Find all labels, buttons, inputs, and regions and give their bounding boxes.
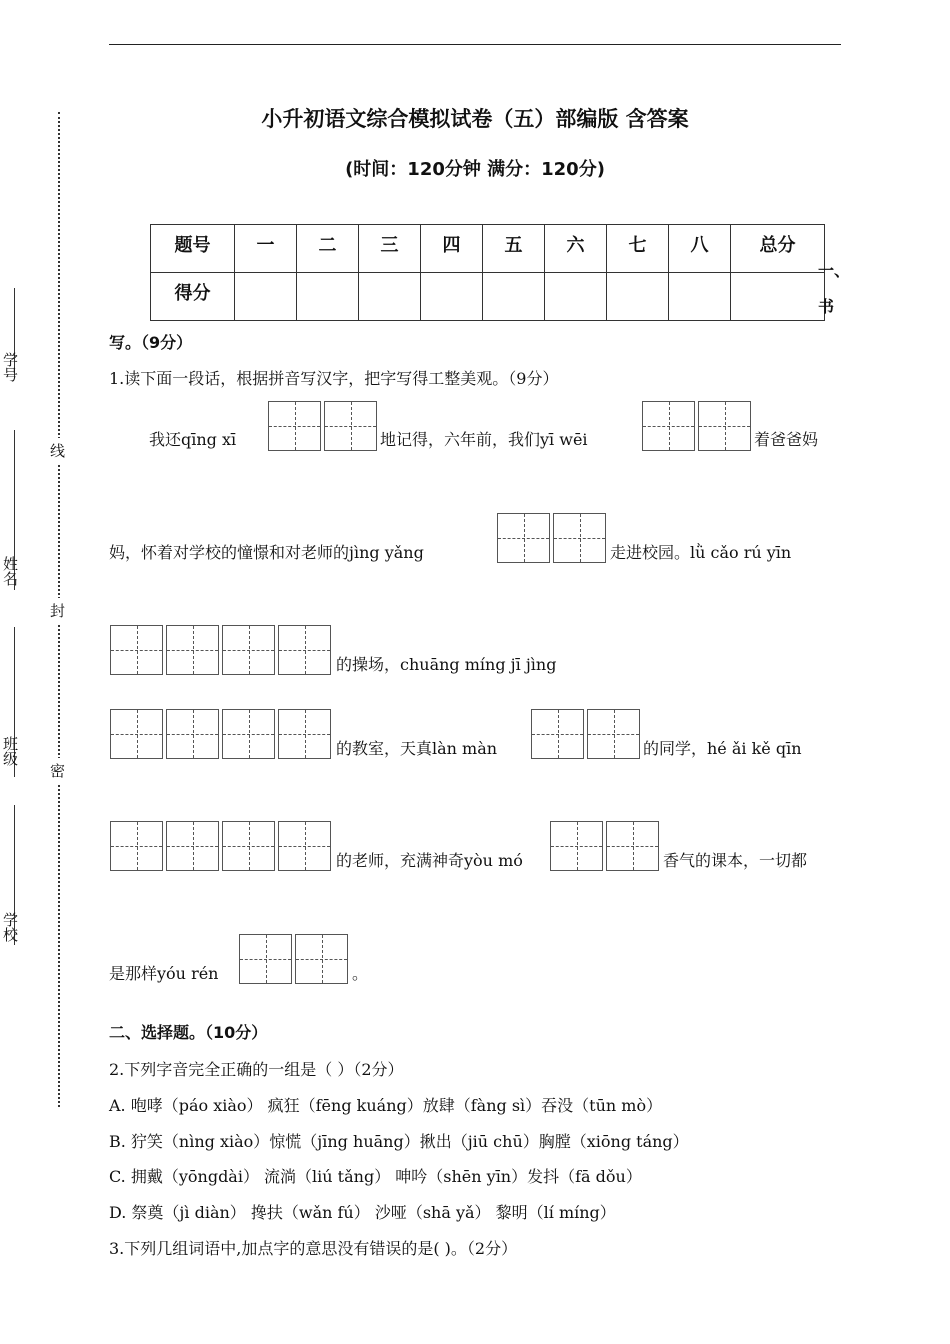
option-b[interactable]: B. 狞笑（nìng xiào）惊慌（jīng huāng）揪出（jiū chū）胸膛（xiōng táng）: [109, 1132, 689, 1151]
question-3: 3.下列几组词语中,加点字的意思没有错误的是( )。（2分）: [109, 1239, 518, 1258]
tianzi-box[interactable]: [222, 821, 275, 871]
tianzi-box[interactable]: [531, 709, 584, 759]
tianzi-box[interactable]: [222, 709, 275, 759]
score-cell: 六: [545, 225, 607, 273]
tianzi-box[interactable]: [278, 625, 331, 675]
tianzi-box[interactable]: [324, 401, 377, 451]
score-cell: 三: [359, 225, 421, 273]
score-input-cell[interactable]: [297, 273, 359, 321]
passage-text: 地记得，六年前，我们yī wēi: [380, 430, 588, 449]
xingming-label: 姓名: [1, 556, 19, 586]
xuexiao-label: 学校: [1, 912, 19, 942]
page-title: 小升初语文综合模拟试卷（五）部编版 含答案: [261, 107, 689, 131]
passage-text: 香气的课本，一切都: [663, 851, 808, 870]
tianzi-box[interactable]: [642, 401, 695, 451]
passage-text: 的操场，chuāng míng jī jìng: [336, 655, 557, 674]
score-input-cell[interactable]: [545, 273, 607, 321]
seal-xian: 线: [50, 438, 65, 463]
tianzi-box[interactable]: [587, 709, 640, 759]
score-input-cell[interactable]: [235, 273, 297, 321]
score-input-cell[interactable]: [421, 273, 483, 321]
option-c[interactable]: C. 拥戴（yōngdài） 流淌（liú tǎng） 呻吟（shēn yīn）发抖（fā dǒu）: [109, 1167, 642, 1186]
score-input-cell[interactable]: [359, 273, 421, 321]
option-d[interactable]: D. 祭奠（jì diàn） 搀扶（wǎn fú） 沙哑（shā yǎ） 黎明（lí míng）: [109, 1203, 616, 1222]
header-rule: [109, 44, 841, 45]
score-cell: 八: [669, 225, 731, 273]
passage-text: 的同学，hé ǎi kě qīn: [643, 739, 802, 758]
score-cell: 题号: [151, 225, 235, 273]
tianzi-box[interactable]: [166, 625, 219, 675]
score-cell: 七: [607, 225, 669, 273]
passage-text: 的老师，充满神奇yòu mó: [336, 851, 523, 870]
tianzi-box[interactable]: [110, 821, 163, 871]
seal-mi: 密: [50, 758, 65, 783]
tianzi-box[interactable]: [278, 821, 331, 871]
tianzi-box[interactable]: [166, 709, 219, 759]
tianzi-box[interactable]: [222, 625, 275, 675]
tianzi-box[interactable]: [166, 821, 219, 871]
score-input-cell[interactable]: [607, 273, 669, 321]
score-cell: 二: [297, 225, 359, 273]
tianzi-box[interactable]: [278, 709, 331, 759]
passage-text: 我还qīng xī: [149, 430, 237, 449]
score-table-header-row: [151, 225, 825, 273]
section1-heading-a: 一、: [818, 261, 851, 280]
tianzi-box[interactable]: [550, 821, 603, 871]
score-table-score-row: [151, 273, 825, 321]
score-input-cell[interactable]: [731, 273, 825, 321]
option-a[interactable]: A. 咆哮（páo xiào） 疯狂（fēng kuáng）放肆（fàng sì）吞没（tūn mò）: [109, 1096, 663, 1115]
score-row-label: 得分: [151, 273, 235, 321]
xuehao-label: 学号: [1, 352, 19, 382]
seal-feng: 封: [50, 598, 65, 623]
passage-text: 着爸爸妈: [754, 430, 819, 449]
score-input-cell[interactable]: [669, 273, 731, 321]
tianzi-box[interactable]: [698, 401, 751, 451]
section2-heading: 二、选择题。（10分）: [109, 1023, 268, 1042]
score-cell: 五: [483, 225, 545, 273]
score-cell: 四: [421, 225, 483, 273]
passage-text: 是那样yóu rén: [109, 964, 219, 983]
score-input-cell[interactable]: [483, 273, 545, 321]
tianzi-box[interactable]: [110, 625, 163, 675]
passage-text: 走进校园。lǜ cǎo rú yīn: [610, 543, 792, 562]
tianzi-box[interactable]: [239, 934, 292, 984]
section1-heading-b: 书: [818, 297, 835, 316]
tianzi-box[interactable]: [295, 934, 348, 984]
passage-text: 妈，怀着对学校的憧憬和对老师的jìng yǎng: [109, 543, 424, 562]
score-cell: 一: [235, 225, 297, 273]
tianzi-box[interactable]: [268, 401, 321, 451]
tianzi-box[interactable]: [606, 821, 659, 871]
passage-text: 。: [352, 964, 369, 983]
section1-heading-c: 写。（9分）: [109, 333, 193, 352]
score-cell: 总分: [731, 225, 825, 273]
page-subtitle: (时间：120分钟 满分：120分): [345, 159, 605, 180]
question-2: 2.下列字音完全正确的一组是（ ）（2分）: [109, 1060, 404, 1079]
banji-label: 班级: [1, 736, 19, 766]
tianzi-box[interactable]: [553, 513, 606, 563]
question-1: 1.读下面一段话，根据拼音写汉字，把字写得工整美观。（9分）: [109, 369, 559, 388]
tianzi-box[interactable]: [110, 709, 163, 759]
tianzi-box[interactable]: [497, 513, 550, 563]
passage-text: 的教室，天真làn màn: [336, 739, 498, 758]
score-table: [150, 224, 825, 321]
